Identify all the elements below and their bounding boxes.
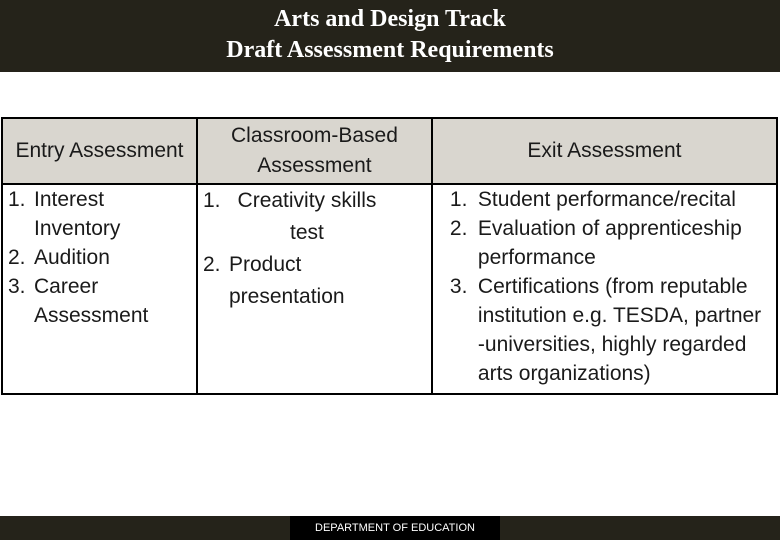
assessment-requirements-table <box>1 117 778 395</box>
list-item: 3. Career Assessment <box>8 275 149 327</box>
list-item: 1. Creativity skills test <box>202 189 377 244</box>
entry-assessment-header: Entry Assessment <box>2 118 197 184</box>
classroom-based-assessment-cell <box>197 184 432 394</box>
table-header-row <box>2 118 777 184</box>
list-item: 1. Student performance/recital <box>449 188 736 211</box>
title-banner <box>0 0 780 72</box>
page-title: Arts and Design Track <box>274 6 506 32</box>
list-item: 2. Audition <box>8 246 110 269</box>
exit-assessment-header: Exit Assessment <box>432 118 777 184</box>
classroom-based-assessment-header: Classroom-Based Assessment <box>197 118 432 184</box>
entry-assessment-cell <box>2 184 197 394</box>
table-row <box>2 184 777 394</box>
page-subtitle: Draft Assessment Requirements <box>226 37 554 63</box>
exit-assessment-cell <box>432 184 777 394</box>
list-item: 3. Certifications (from reputable institution e.g. TESDA, partner -universities, highly regarded arts organizations) <box>449 275 762 385</box>
footer-label: DEPARTMENT OF EDUCATION <box>290 516 500 540</box>
list-item: 1. Interest Inventory <box>8 188 121 240</box>
list-item: 2. Evaluation of apprenticeship performance <box>449 217 742 269</box>
list-item: 2. Product presentation <box>202 253 345 308</box>
